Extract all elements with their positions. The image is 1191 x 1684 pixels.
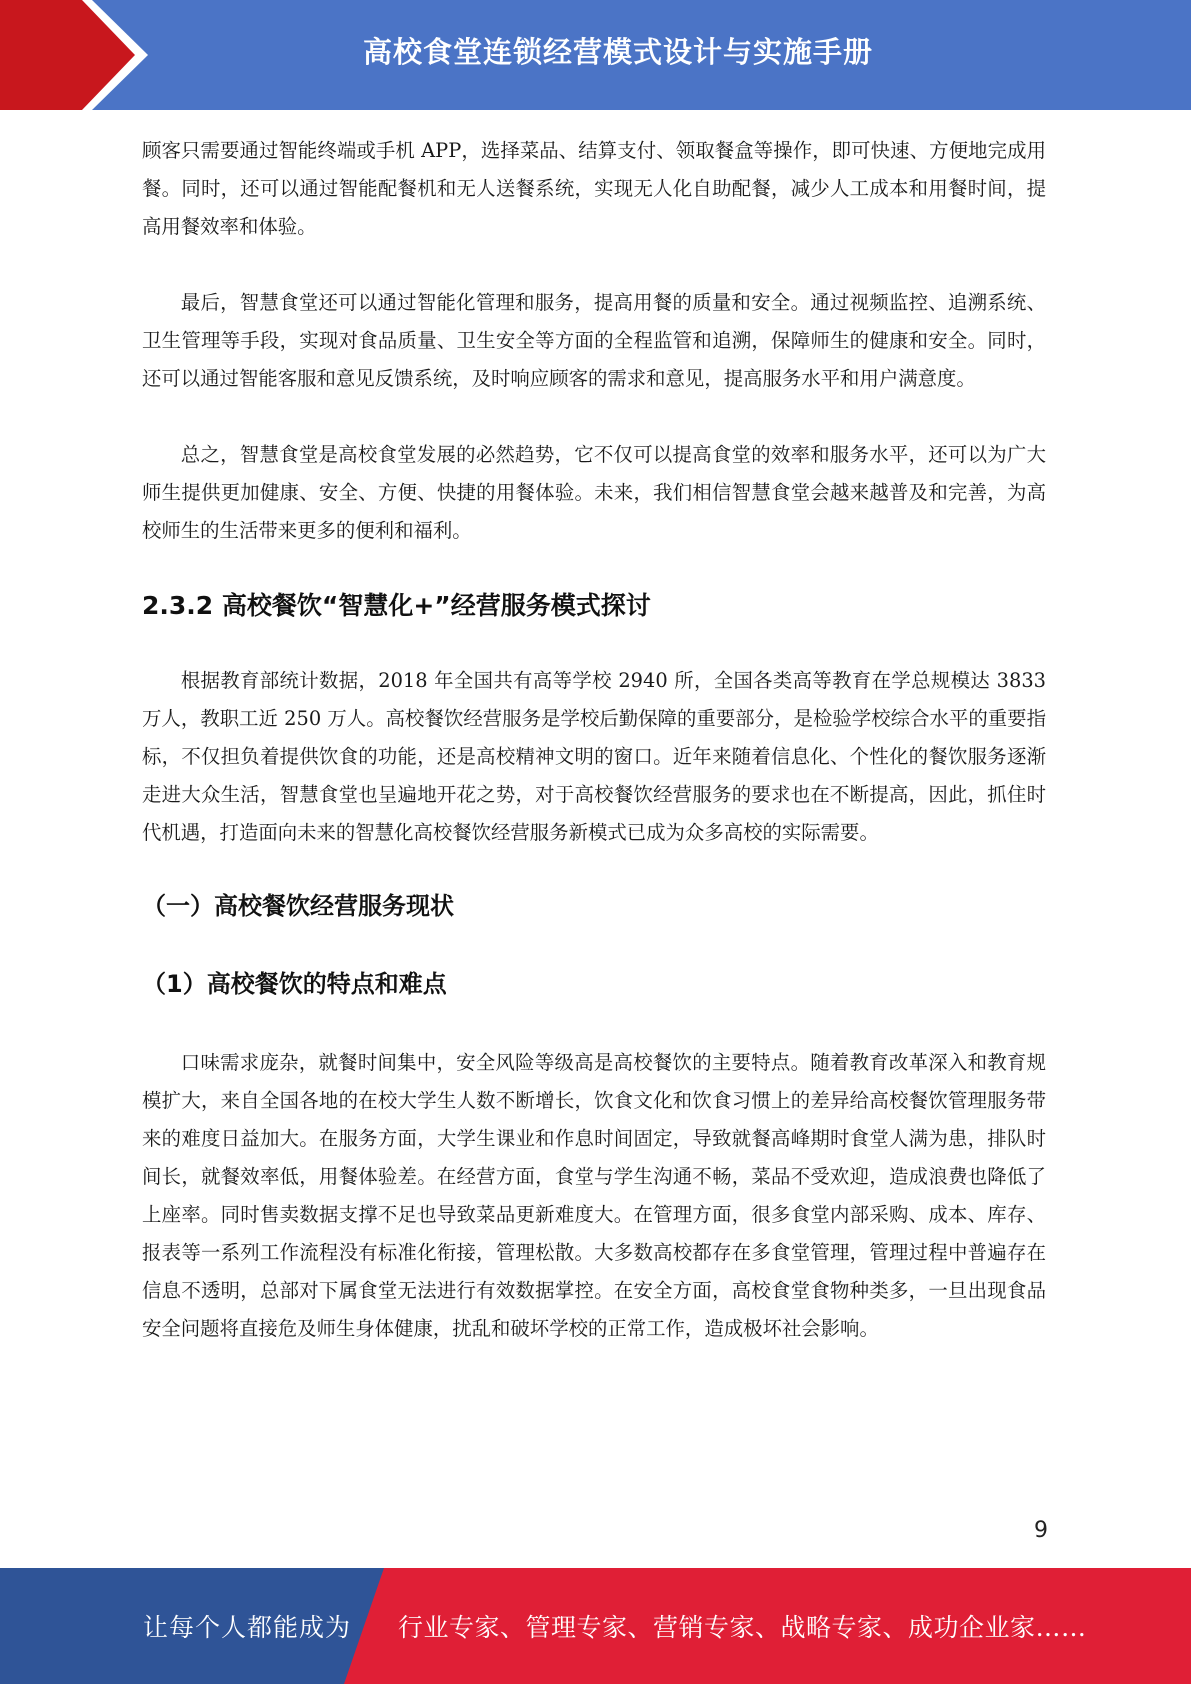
- paragraph: 顾客只需要通过智能终端或手机 APP，选择菜品、结算支付、领取餐盒等操作，即可快速、方便地完成用餐。同时，还可以通过智能配餐机和无人送餐系统，实现无人化自助配餐，减少人工成本和用餐时间，提高用餐效率和体验。: [142, 139, 1046, 238]
- paragraph: 总之，智慧食堂是高校食堂发展的必然趋势，它不仅可以提高食堂的效率和服务水平，还可以为广大师生提供更加健康、安全、方便、快捷的用餐体验。未来，我们相信智慧食堂会越来越普及和完善，为高校师生的生活带来更多的便利和福利。: [142, 443, 1046, 542]
- page-number: 9: [1034, 1518, 1048, 1543]
- page-content: [142, 132, 1046, 1348]
- footer-slogan-left: 让每个人都能成为: [143, 1613, 352, 1642]
- paragraph: 根据教育部统计数据，2018 年全国共有高等学校 2940 所，全国各类高等教育在学总规模达 3833 万人，教职工近 250 万人。高校餐饮经营服务是学校后勤保障的重要部分，是检验学校综合水平的重要指标，不仅担负着提供饮食的功能，还是高校精神文明的窗口。近年来随着信息化、个性化的餐饮服务逐渐走进大众生活，智慧食堂也呈遍地开花之势，对于高校餐饮经营服务的要求也在不断提高，因此，抓住时代机遇，打造面向未来的智慧化高校餐饮经营服务新模式已成为众多高校的实际需要。: [142, 669, 1046, 844]
- section-heading: 2.3.2 高校餐饮“智慧化+”经营服务模式探讨: [142, 591, 651, 620]
- subheading: （一）高校餐饮经营服务现状: [142, 892, 454, 920]
- document-title: 高校食堂连锁经营模式设计与实施手册: [362, 34, 873, 69]
- subheading: （1）高校餐饮的特点和难点: [142, 970, 447, 998]
- footer-banner: [0, 1568, 1191, 1684]
- footer-slogan-right: 行业专家、管理专家、营销专家、战略专家、成功企业家……: [398, 1613, 1087, 1642]
- header-banner: [0, 0, 1191, 110]
- paragraph: 口味需求庞杂，就餐时间集中，安全风险等级高是高校餐饮的主要特点。随着教育改革深入和教育规模扩大，来自全国各地的在校大学生人数不断增长，饮食文化和饮食习惯上的差异给高校餐饮管理服务带来的难度日益加大。在服务方面，大学生课业和作息时间固定，导致就餐高峰期时食堂人满为患，排队时间长，就餐效率低，用餐体验差。在经营方面，食堂与学生沟通不畅，菜品不受欢迎，造成浪费也降低了上座率。同时售卖数据支撑不足也导致菜品更新难度大。在管理方面，很多食堂内部采购、成本、库存、报表等一系列工作流程没有标准化衔接，管理松散。大多数高校都存在多食堂管理，管理过程中普遍存在信息不透明，总部对下属食堂无法进行有效数据掌控。在安全方面，高校食堂食物种类多，一旦出现食品安全问题将直接危及师生身体健康，扰乱和破坏学校的正常工作，造成极坏社会影响。: [142, 1051, 1046, 1340]
- paragraph: 最后，智慧食堂还可以通过智能化管理和服务，提高用餐的质量和安全。通过视频监控、追溯系统、卫生管理等手段，实现对食品质量、卫生安全等方面的全程监管和追溯，保障师生的健康和安全。同时，还可以通过智能客服和意见反馈系统，及时响应顾客的需求和意见，提高服务水平和用户满意度。: [142, 291, 1046, 390]
